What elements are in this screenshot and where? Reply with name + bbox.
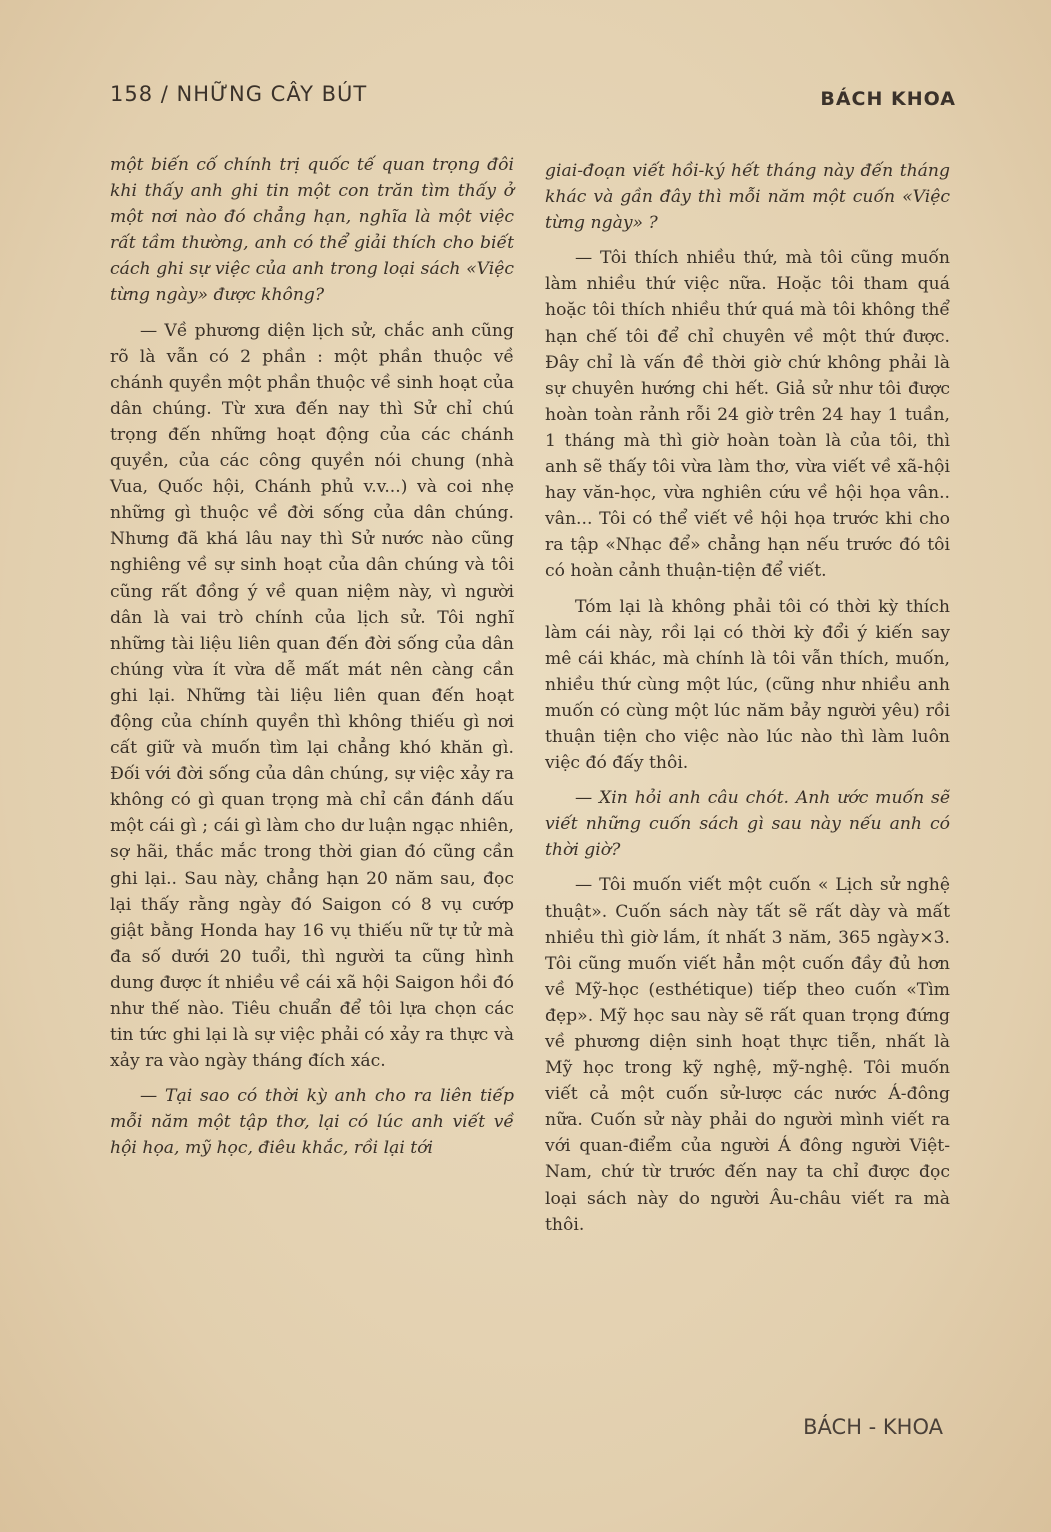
body-paragraph: Tóm lại là không phải tôi có thời kỳ thích làm cái này, rồi lại có thời kỳ đổi ý kiến say mê cái khác, mà chính là tôi vẫn thích, muốn, nhiều thứ cùng một lúc, (cũng như nhiều anh muốn có cùng một lúc năm bảy người yêu) rồi thuận tiện cho việc nào lúc nào thì làm luôn việc đó đấy thôi. xyxy=(545,596,950,774)
answer-paragraph: — Về phương diện lịch sử, chắc anh cũng rõ là vẫn có 2 phần : một phần thuộc về chánh quyền một phần thuộc về sinh hoạt của dân chúng. Từ xưa đến nay thì Sử chỉ chú trọng đến những hoạt động của các chánh quyền, của các công quyền nói chung (nhà Vua, Quốc hội, Chánh phủ v.v...) và coi nhẹ những gì thuộc về đời sống của dân chúng. Nhưng đã khá lâu nay thì Sử nước nào cũng nghiêng về sự sinh hoạt của dân chúng và tôi cũng rất đồng ý về quan niệm này, vì người dân là vai trò chính của lịch sử. Tôi nghĩ những tài liệu liên quan đến đời sống của dân chúng vừa ít vừa dễ mất mát nên càng cần ghi lại. Những tài liệu liên quan đến hoạt động của chính quyền thì không thiếu gì nơi cất giữ và muốn tìm lại chẳng khó khăn gì. Đối với đời sống của dân chúng, sự việc xảy ra không có gì quan trọng mà chỉ cần đánh dấu một cái gì ; cái gì làm cho dư luận ngạc nhiên, sợ hãi, thắc mắc trong thời gian đó cũng cần ghi lại.. Sau này, chẳng hạn 20 năm sau, đọc lại thấy rằng ngày đó Saigon có 8 vụ cướp giật bằng Honda hay 16 vụ thiếu nữ tự tử mà đa số dưới 20 tuổi, thì người ta cũng hình dung được ít nhiều về cái xã hội Saigon hồi đó như thế nào. Tiêu chuẩn để tôi lựa chọn các tin tức ghi lại là sự việc phải có xảy ra thực và xảy ra vào ngày tháng đích xác. xyxy=(110,320,514,1072)
signature: BÁCH - KHOA xyxy=(803,1415,943,1439)
magazine-name: BÁCH KHOA xyxy=(820,88,956,110)
question-paragraph: — Xin hỏi anh câu chót. Anh ước muốn sẽ viết những cuốn sách gì sau này nếu anh có thời giờ? xyxy=(545,788,950,861)
answer-paragraph: — Tôi muốn viết một cuốn « Lịch sử nghệ thuật». Cuốn sách này tất sẽ rất dày và mất nhiều thì giờ lắm, ít nhất 3 năm, 365 ngày×3. Tôi cũng muốn viết hẳn một cuốn đầy đủ hơn về Mỹ-học (esthétique) tiếp theo cuốn «Tìm đẹp». Mỹ học sau này sẽ rất quan trọng đứng về phương diện sinh hoạt thực tiễn, nhất là Mỹ học trong kỹ nghệ, mỹ-nghệ. Tôi muốn viết cả một cuốn sử-lược các nước Á-đông nữa. Cuốn sử này phải do người mình viết ra với quan-điểm của người Á đông người Việt-Nam, chứ từ trước đến nay ta chỉ được đọc loại sách này do người Âu-châu viết ra mà thôi. xyxy=(545,875,950,1235)
answer-paragraph: — Tôi thích nhiều thứ, mà tôi cũng muốn làm nhiều thứ việc nữa. Hoặc tôi tham quá hoặc tôi thích nhiều thứ quá mà tôi không thể hạn chế tôi để chỉ chuyên về một thứ được. Đây chỉ là vấn đề thời giờ chứ không phải là sự chuyên hướng chi hết. Giả sử như tôi được hoàn toàn rảnh rỗi 24 giờ trên 24 hay 1 tuần, 1 tháng mà thì giờ hoàn toàn là của tôi, thì anh sẽ thấy tôi vừa làm thơ, vừa viết về xã-hội hay văn-học, vừa nghiên cứu về hội họa vân.. vân... Tôi có thể viết về hội họa trước khi cho ra tập «Nhạc để» chẳng hạn nếu trước đó tôi có hoàn cảnh thuận-tiện để viết. xyxy=(545,248,950,582)
page-header xyxy=(110,82,956,112)
left-column xyxy=(110,152,514,1162)
running-title: 158 / NHỮNG CÂY BÚT xyxy=(110,82,368,106)
question-paragraph: — Tại sao có thời kỳ anh cho ra liên tiếp mỗi năm một tập thơ, lại có lúc anh viết về hội họa, mỹ học, điêu khắc, rồi lại tới xyxy=(110,1086,514,1159)
right-column xyxy=(545,158,950,1238)
question-paragraph: một biến cố chính trị quốc tế quan trọng đôi khi thấy anh ghi tin một con trăn tìm thấy ở một nơi nào đó chẳng hạn, nghĩa là một việc rất tầm thường, anh có thể giải thích cho biết cách ghi sự việc của anh trong loại sách «Việc từng ngày» được không? xyxy=(110,155,514,306)
question-paragraph: giai-đoạn viết hồi-ký hết tháng này đến tháng khác và gần đây thì mỗi năm một cuốn «Việc từng ngày» ? xyxy=(545,161,950,234)
